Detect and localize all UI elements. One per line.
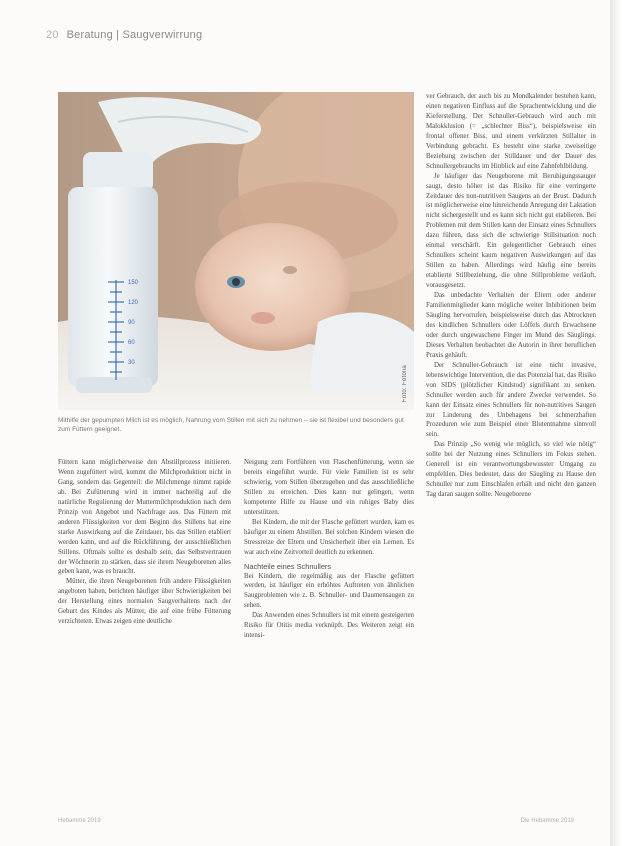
text-column-1	[58, 458, 231, 627]
bottle-scale-label: 90	[128, 320, 135, 326]
paragraph: Der Schnuller-Gebrauch ist eine nicht invasive, lebenswichtige Intervention, die das Potenzial hat, das Risiko von SIDS (plötzlicher Kindstod) signifikant zu senken. Schnuller werden auch für andere Zwecke verwendet. So kann der Einsatz eines Schnullers für non-nutritives Saugen zur Linderung des Unbehagens bei schmerzhaften Prozeduren wie zum Beispiel einer Blutentnahme sinnvoll sein.	[426, 361, 596, 439]
paragraph: Das Anwenden eines Schnullers ist mit einem gesteigerten Risiko für Otitis media verknüpft. Des Weiteren zeigt ein intensi-	[244, 612, 414, 640]
text-column-3	[426, 92, 596, 500]
article-photo	[58, 92, 414, 410]
footer-left: Hebamme 2019	[58, 818, 101, 824]
paragraph: Das unbedachte Verhalten der Eltern oder anderer Familienmitglieder kann mögliche weiter Inhibitionen beim Säugling hervorrufen, beispielsweise durch das Abtrocknen des kindlichen Schnullers oder Löffels durch Erwachsene oder durch ungewaschene Finger im Mund des Säuglings. Dieses Verhalten beobachtet die Autorin in ihrer beruflichen Praxis gehäuft.	[426, 292, 596, 359]
paragraph: Bei Kindern, die mit der Flasche gefüttert wurden, kam es häufiger zu einem Abstillen. Bei solchen Kindern wiesen die Stressreize der Eltern und Unsicherheit über ein Lernen. Es war auch eine Zeitvorteil deutlich zu erkennen.	[244, 518, 414, 556]
bottle-scale-label: 120	[128, 300, 139, 306]
section-heading: Nachteile eines Schnullers	[244, 561, 332, 571]
paragraph: Je häufiger das Neugeborene mit Beruhigungssauger saugt, desto höher ist das Risiko für eine verringerte Zeitdauer des non-nutritiven Saugens an der Brust. Dadurch ist möglicherweise eine hinreichende Anregung der Laktation nicht sichergestellt und es kann sich nicht gut etablieren. Bei Problemen mit dem Stillen kann der Einsatz eines Schnullers dazu führen, dass sich die schwierige Stillsituation noch einmal verschärft. Ein gelegentlicher Gebrauch eines Schnullers scheint kaum negativen Auswirkungen auf das Stillen zu haben. Allerdings wird häufig eine bereits etablierte Stillbeziehung, die ohne Stillprobleme verläuft, vorausgesetzt.	[426, 172, 596, 290]
paragraph: Neigung zum Fortführen von Flaschenfütterung, wenn sie bereits eingeführt wurde. Für viele Familien ist es sehr schwierig, vom Stillen überzugehen und das ausschließliche Stillen zu erreichen. Dies kann nur gelingen, wenn kompetente Hilfe zu Hause und ein ruhiges Baby dies unterstützen.	[244, 459, 414, 516]
bottle-scale-label: 30	[128, 360, 135, 366]
text-column-2	[244, 458, 414, 641]
paragraph: Füttern kann möglicherweise den Abstillprozess initiieren. Wenn zugefüttert wird, kommt die Milchproduktion nicht in Gang, sondern das Gegenteil: die Milchmenge nimmt rapide ab. Bei Zufütterung wird in immer nachteilig auf die natürliche Regulierung der Muttermilchproduktion nach dem Prinzip von Angebot und Nachfrage aus. Das Füttern mit anderen Flüssigkeiten vor dem Beginn des Stillens hat eine starke Auswirkung auf die Zeitdauer, bis das Stillen etabliert werden kann, und auf die Rückführung, der ausschließlichen Stillens. Oftmals sollte es deshalb sein, das Selbstvertrauen der Wöchnerin zu stärken, dass sie ihrem Neugeborenen alles geben kann, was es braucht.	[58, 459, 231, 576]
bottle-scale-label: 60	[128, 340, 135, 346]
running-header	[46, 29, 406, 41]
page-number: 20	[46, 29, 59, 41]
paragraph: Bei Kindern, die regelmäßig aus der Flasche gefüttert werden, ist häufiger ein erhöhtes Auftreten von ähnlichen Saugproblemen wie z. B. Schnuller- und Daumensaugen zu sehen.	[244, 572, 414, 610]
page-edge	[610, 0, 622, 846]
footer-right: Die Hebamme 2019	[520, 818, 574, 824]
paragraph: Mütter, die ihren Neugeborenen früh andere Flüssigkeiten angeboten haben, berichten häufiger über Schwierigkeiten bei der Herstellung eines normalen Saugverhaltens nach der Geburt des Kindes als Mütter, die auf eine frühe Fütterung verzichteten. Etwas zeigen eine deutliche	[58, 578, 231, 626]
photo-caption: Mithilfe der gepumpten Milch ist es möglich, Nahrung vom Stillen mit sich zu nehmen – sie ist flexibel und besonders gut zum Füttern geeignet.	[58, 417, 404, 433]
paragraph: Das Prinzip „So wenig wie möglich, so viel wie nötig“ sollte bei der Nutzung eines Schnullers im Fokus stehen. Generell ist ein verantwortungsbewusster Umgang zu empfehlen. Dies bedeutet, dass der Säugling zu Hause den Schnuller nur zum Einschlafen erhält und nicht den ganzen Tag daran saugen sollte. Neugeborene	[426, 441, 596, 499]
section-title: Beratung | Saugverwirrung	[66, 29, 203, 41]
photo-credit: Foto: Fotolia	[402, 364, 408, 402]
photo-illustration	[58, 92, 414, 410]
bottle-scale-label: 150	[128, 280, 139, 286]
paragraph: ver Gebrauch, der auch bis zu Mondkalender bestehen kann, einen negativen Einfluss auf die Sprachentwicklung und die Kieferstellung. Der Schnuller-Gebrauch wird auch mit Malokklusion (= „schlechter Biss“), beispielsweise ein frontal offener Biss, und einem verkürzten Stillalter in Verbindung gebracht. Es besteht eine starke zweiseitige Beziehung zwischen der Stilldauer und der Dauer des Schnullergebrauchs im Hinblick auf eine Zahnfehlbildung.	[426, 93, 596, 170]
